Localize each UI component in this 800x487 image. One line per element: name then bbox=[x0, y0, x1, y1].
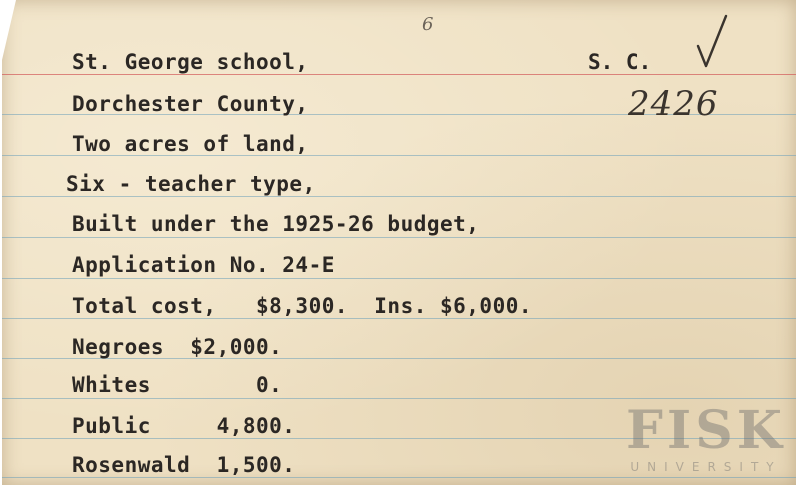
ruled-line bbox=[2, 237, 796, 238]
total-cost-line: Total cost, $8,300. Ins. $6,000. bbox=[72, 294, 533, 318]
pencil-mark: 6 bbox=[422, 14, 434, 35]
fisk-university-logo bbox=[614, 402, 796, 482]
check-mark-icon bbox=[692, 12, 732, 72]
type-line: Six - teacher type, bbox=[66, 172, 316, 196]
torn-corner bbox=[2, 0, 16, 60]
ruled-line bbox=[2, 318, 796, 319]
county-line: Dorchester County, bbox=[72, 92, 309, 116]
index-card bbox=[2, 0, 796, 485]
ruled-line bbox=[2, 196, 796, 197]
public-contribution-line: Public 4,800. bbox=[72, 414, 296, 438]
header-rule bbox=[2, 74, 796, 75]
negroes-contribution-line: Negroes $2,000. bbox=[72, 335, 283, 359]
logo-subtitle: UNIVERSITY bbox=[630, 460, 782, 474]
land-line: Two acres of land, bbox=[72, 132, 309, 156]
state-tag: S. C. bbox=[588, 50, 652, 74]
application-line: Application No. 24-E bbox=[72, 253, 335, 277]
rosenwald-contribution-line: Rosenwald 1,500. bbox=[72, 453, 296, 477]
whites-contribution-line: Whites 0. bbox=[72, 373, 283, 397]
handwritten-number: 2426 bbox=[628, 84, 719, 124]
logo-wordmark: FISK bbox=[626, 400, 786, 461]
school-name-line: St. George school, bbox=[72, 50, 309, 74]
budget-line: Built under the 1925-26 budget, bbox=[72, 212, 480, 236]
ruled-line bbox=[2, 278, 796, 279]
ruled-line bbox=[2, 398, 796, 399]
